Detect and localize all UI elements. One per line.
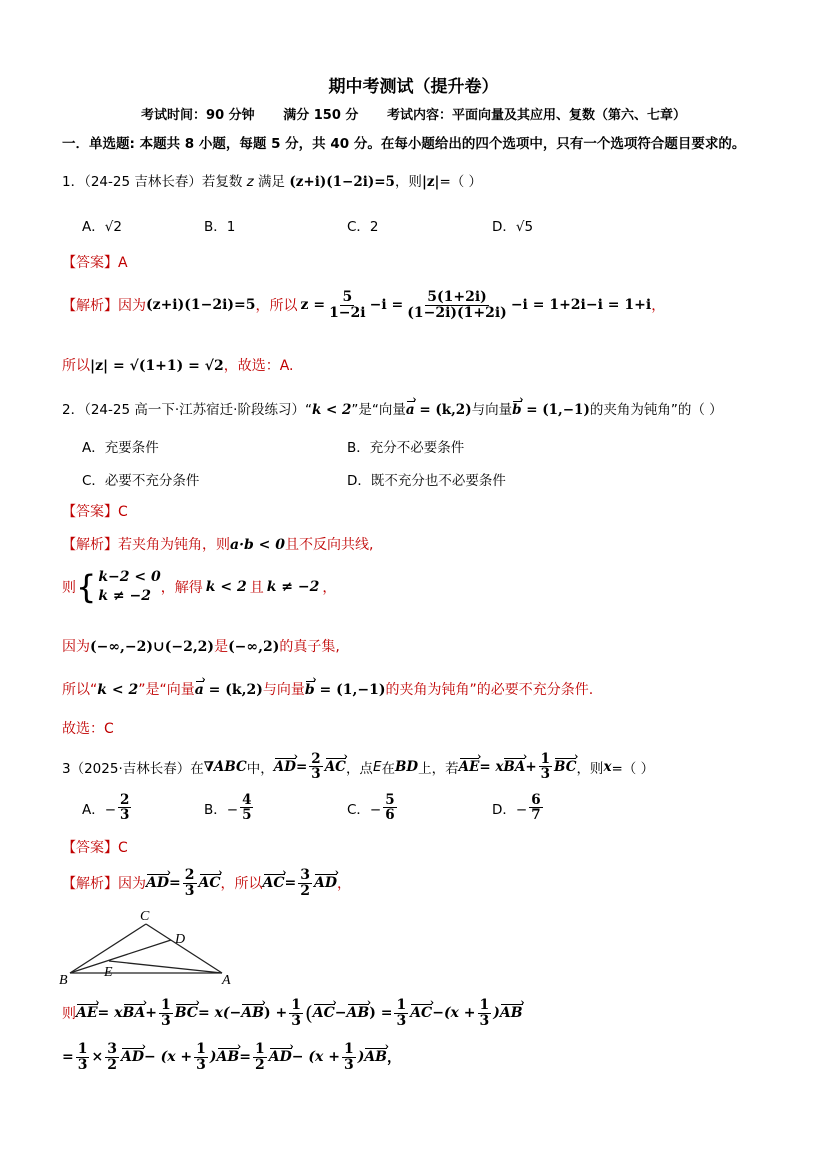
q3-mid4: 上，若: [418, 760, 459, 777]
q2-vector-a: a ›: [406, 402, 415, 418]
question-3: [62, 752, 654, 781]
d1-ba: BA ›: [123, 1005, 146, 1021]
q3-opt-d-den: 7: [531, 807, 541, 824]
d1-d: ) +: [263, 1005, 288, 1022]
q2-option-c: C．必要不充分条件: [82, 473, 200, 489]
d2-frac2: [105, 1042, 119, 1072]
q3-opt-b-frac: [240, 793, 253, 822]
q1-tail: ，则: [394, 174, 422, 190]
q3-a1-mid: ，所以: [220, 876, 263, 893]
d1-ae: AE ›: [76, 1005, 98, 1021]
q3-mid3: 在: [381, 760, 395, 777]
q1-analysis-eq2b: −i =: [369, 297, 404, 314]
q3-opt-d-label: D．−: [492, 801, 528, 818]
q1-var-z: z: [246, 174, 254, 190]
q2-a2-end: ，: [322, 579, 337, 596]
d2-frac4: [253, 1042, 267, 1072]
exam-score: 满分 150 分: [283, 108, 359, 123]
d2-start: =: [62, 1049, 74, 1066]
label-b: B: [59, 973, 68, 988]
q3-vector-bc: BC ›: [554, 759, 576, 775]
q3-a1-den: 3: [184, 882, 195, 899]
exam-time: 考试时间：90 分钟: [141, 108, 255, 123]
q3-opt-c-den: 6: [385, 807, 395, 824]
d1-ab2: AB ›: [347, 1005, 370, 1021]
q2-option-d: D．既不充分也不必要条件: [347, 473, 506, 489]
q2-a2-and: 且: [249, 579, 264, 596]
q1-line2-text: 所以: [62, 358, 90, 374]
q3-fraction-2: [539, 752, 552, 781]
q1-analysis-eq1: (z+i)(1−2i)=5: [146, 297, 256, 314]
q2-analysis-line2: [62, 568, 336, 606]
q3-opt-b-num: 4: [242, 792, 252, 808]
d1-ab: AB ›: [241, 1005, 264, 1021]
q3-option-d: [492, 793, 545, 822]
d2-frac3-den: 3: [196, 1056, 206, 1073]
q2-a2-mid: ，解得: [160, 579, 203, 596]
d2-frac5-den: 3: [343, 1056, 354, 1073]
q1-answer: 【答案】A: [62, 255, 128, 271]
d2-frac1: [76, 1042, 90, 1072]
q3-derivation-line2: [62, 1042, 401, 1072]
q2-a4-mid2: 与向量: [262, 682, 305, 698]
d2-ab: AB ›: [217, 1049, 240, 1065]
q1-option-b: B．1: [204, 219, 236, 235]
q3-opt-d-frac: [529, 793, 542, 822]
q2-system: [98, 568, 160, 606]
q3-a1-eq: =: [169, 875, 181, 892]
q3-a1-ad2: AD ›: [314, 875, 337, 891]
q3-x: x: [603, 758, 612, 775]
q3-prefix: 3（2025·吉林长春）在: [62, 760, 204, 777]
q3-mid1: 中，: [246, 760, 274, 777]
brace-symbol: {: [76, 567, 97, 606]
q3-plus: +: [525, 758, 537, 775]
q1-analysis-text-2: ，所以: [255, 298, 298, 315]
q2-a4-b-value: = (1,−1): [314, 682, 386, 698]
d1-h: −: [432, 1005, 444, 1022]
d2-frac4-den: 2: [254, 1056, 265, 1073]
q3-opt-a-label: A．−: [82, 801, 117, 818]
q2-sys2: k ≠ −2: [98, 587, 152, 604]
exam-info: [0, 104, 827, 123]
q3-eq1: =: [295, 758, 308, 775]
q3-opt-b-label: B．−: [204, 801, 239, 818]
q2-a3-start: 因为: [62, 639, 90, 655]
q1-analysis-eq2c: −i = 1+2i−i = 1+i: [510, 297, 652, 314]
q3-mid2: ，点: [345, 760, 373, 777]
q3-f2-den: 3: [540, 766, 551, 783]
d1-frac2: [289, 998, 303, 1028]
q3-mid5: ，则: [576, 760, 604, 777]
d2-ad: AD ›: [121, 1049, 144, 1065]
q2-a1-end: 且不反向共线,: [284, 537, 374, 553]
label-d: D: [175, 932, 186, 947]
d1-frac4-num: 1: [479, 997, 490, 1013]
q1-analysis-text-3: ，: [651, 298, 666, 315]
q3-a1-start: 因为: [118, 876, 146, 893]
q2-a3-end: 的真子集,: [279, 639, 340, 655]
d1-frac2-num: 1: [291, 997, 301, 1013]
q2-a2-start: 则: [62, 579, 76, 596]
q3-triangle: ∇ABC: [203, 758, 247, 775]
label-e: E: [104, 965, 113, 980]
q3-vector-ad: AD ›: [274, 759, 296, 775]
d1-f: −: [334, 1005, 347, 1022]
d1-bc: BC ›: [175, 1005, 198, 1021]
q2-a4-a-value: = (k,2): [203, 682, 263, 698]
q2-a4-start: 所以“: [62, 682, 98, 698]
q2-option-b: B．充分不必要条件: [347, 440, 465, 456]
q2-analysis-line5: 故选：C: [62, 721, 114, 737]
q1-abs: |z|: [421, 174, 440, 190]
q3-f-num: 2: [311, 751, 321, 767]
d1-frac4: [478, 998, 492, 1028]
q3-fraction-1: [309, 752, 322, 781]
q3-analysis-label: 【解析】: [62, 876, 118, 893]
q1-expression: (z+i)(1−2i)=5: [289, 174, 395, 190]
d1-e: (: [304, 1001, 313, 1026]
q2-a3-mid: 是: [214, 639, 229, 655]
d2-close2: ): [357, 1049, 365, 1066]
d1-frac3-den: 3: [396, 1012, 407, 1029]
q2-a4-end: 的夹角为钝角”的必要不充分条件.: [385, 682, 594, 698]
q2-a4-vector-a: a ›: [195, 682, 204, 698]
q3-vector-ae: AE ›: [459, 759, 480, 775]
q2-a4-vector-b: b ›: [305, 682, 315, 698]
q2-option-a: A．充要条件: [82, 440, 159, 456]
d1-ac: AC ›: [313, 1005, 335, 1021]
q3-vector-ba: BA ›: [503, 759, 525, 775]
q3-f-den: 3: [311, 766, 321, 783]
d2-eq: =: [239, 1049, 251, 1066]
q3-bd: BD: [394, 758, 419, 775]
q1-option-a: A．√2: [82, 219, 122, 235]
d1-b: +: [145, 1005, 157, 1022]
q3-eq2: = x: [479, 758, 504, 775]
d1-i: (x +: [443, 1005, 476, 1022]
q3-opt-a-num: 2: [120, 792, 130, 808]
d2-minus2: − (x +: [291, 1049, 340, 1066]
d1-ab3: AB ›: [500, 1005, 523, 1021]
q3-option-b: [204, 793, 255, 822]
q3-a1-eq2: =: [284, 875, 297, 892]
d2-frac2-den: 2: [107, 1056, 117, 1073]
q2-cond: k < 2: [311, 402, 352, 418]
q1-analysis-text-1: 因为: [118, 298, 146, 315]
d1-c: = x(−: [197, 1005, 242, 1022]
q1-fraction-1: [327, 290, 368, 320]
q2-a4-cond: k < 2: [97, 682, 139, 698]
q3-vector-ac: AC ›: [325, 759, 346, 775]
q2-a3-expr1: (−∞,−2)∪(−2,2): [90, 639, 215, 655]
q1-line2-end: ，故选：A.: [223, 358, 294, 374]
segment-bd: [70, 940, 171, 973]
q2-b-value: = (1,−1): [521, 402, 590, 418]
d1-a: = x: [97, 1005, 123, 1022]
d1-frac1-num: 1: [160, 997, 171, 1013]
q1-analysis-line2: [62, 355, 293, 375]
d2-frac1-num: 1: [77, 1041, 88, 1057]
q1-mid: 满足: [253, 174, 286, 190]
q3-f2-num: 1: [540, 751, 551, 767]
q3-opt-a-frac: [118, 793, 131, 822]
q2-a2-expr2: k ≠ −2: [266, 578, 320, 595]
q1-analysis-eq2a: z =: [300, 297, 326, 314]
q3-a1-num2: 3: [300, 867, 311, 883]
q1-f2-num: 5(1+2i): [427, 289, 487, 305]
q1-fraction-2: [405, 290, 509, 320]
q1-option-d: D．√5: [492, 219, 534, 235]
d2-minus: − (x +: [143, 1049, 193, 1066]
q3-opt-c-frac: [383, 793, 396, 822]
q3-option-a: [82, 793, 133, 822]
q3-a1-end: ，: [337, 876, 352, 893]
q1-analysis-line1: [62, 290, 665, 320]
q2-a4-mid1: ”是“向量: [138, 682, 195, 698]
q3-end: =（ ）: [611, 760, 655, 777]
q2-a-value: = (k,2): [414, 402, 472, 418]
page-title: 期中考测试（提升卷）: [328, 77, 499, 97]
exam-content: 考试内容：平面向量及其应用、复数（第六、七章）: [386, 108, 686, 123]
q2-vector-b: b ›: [512, 402, 521, 418]
q2-end: 的夹角为钝角”的（ ）: [589, 402, 723, 418]
q3-opt-c-num: 5: [385, 792, 395, 808]
q2-a1-expr: a·b < 0: [230, 537, 285, 553]
d2-frac3-num: 1: [196, 1041, 206, 1057]
q3-a1-frac: [183, 868, 197, 898]
d2-frac5-num: 1: [343, 1041, 354, 1057]
q3-a1-frac2: [298, 868, 312, 898]
label-a: A: [222, 973, 231, 988]
q3-a1-ad: AD ›: [146, 875, 169, 891]
q3-a1-ac: AC ›: [199, 875, 221, 891]
q2-analysis-line3: [62, 636, 340, 656]
d2-close: ): [209, 1049, 217, 1066]
q3-option-c: [347, 793, 399, 822]
d2-end: ，: [387, 1050, 402, 1067]
q2-analysis-line4: [62, 679, 593, 699]
d1-frac3: [394, 998, 408, 1028]
q3-a1-ac2: AC ›: [263, 875, 285, 891]
d1-ac2: AC ›: [410, 1005, 432, 1021]
d1-j: ): [493, 1005, 500, 1022]
section-heading: 一．单选题: 本题共 8 小题，每题 5 分，共 40 分。在每小题给出的四个选项中，只有一个选项符合题目要求的。: [62, 136, 746, 152]
q3-point-e: E: [372, 758, 382, 775]
d2-times: ×: [91, 1049, 104, 1066]
d2-frac4-num: 1: [254, 1041, 265, 1057]
q2-a2-expr1: k < 2: [205, 578, 247, 595]
d1-frac3-num: 1: [396, 997, 407, 1013]
d1-frac4-den: 3: [479, 1012, 490, 1029]
q3-opt-c-label: C．−: [347, 801, 382, 818]
d2-frac5: [342, 1042, 356, 1072]
q1-option-c: C．2: [347, 219, 379, 235]
q2-analysis-line1: [62, 534, 373, 554]
q3-opt-d-num: 6: [531, 792, 541, 808]
d2-frac2-num: 3: [107, 1041, 117, 1057]
d1-frac1: [159, 998, 173, 1028]
q1-prefix: 1．（24-25 吉林长春）若复数: [62, 174, 247, 190]
q2-analysis-label: 【解析】: [62, 537, 118, 553]
q2-mid2: 与向量: [471, 402, 513, 418]
d1-g: ) =: [369, 1005, 393, 1022]
q1-analysis-label: 【解析】: [62, 298, 118, 315]
triangle-figure: [56, 906, 246, 992]
q3-derivation-line1: [62, 998, 523, 1028]
q3-analysis-line1: [62, 868, 351, 898]
q2-a3-expr2: (−∞,2): [228, 639, 280, 655]
q3-answer: 【答案】C: [62, 840, 128, 856]
q3-a1-den2: 2: [300, 882, 311, 899]
q3-opt-b-den: 5: [242, 807, 252, 824]
q1-f1-num: 5: [342, 289, 353, 305]
d2-ab2: AB ›: [364, 1049, 387, 1065]
q1-end: =（ ）: [439, 174, 483, 190]
question-1: [62, 170, 482, 190]
d1-frac1-den: 3: [160, 1012, 171, 1029]
q1-f2-den: (1−2i)(1+2i): [407, 304, 507, 321]
label-c: C: [140, 909, 150, 924]
q2-prefix: 2．（24-25 高一下·江苏宿迁·阶段练习）“: [62, 402, 312, 418]
d1-frac2-den: 3: [291, 1012, 301, 1029]
question-2: [62, 398, 723, 418]
d2-ad2: AD ›: [269, 1049, 292, 1065]
q1-line2-eq: |z| = √(1+1) = √2: [90, 358, 224, 374]
q2-a1: 若夹角为钝角，则: [118, 537, 230, 553]
q3-then: 则: [62, 1006, 76, 1023]
q2-sys1: k−2 < 0: [98, 569, 161, 585]
d2-frac3: [194, 1042, 208, 1072]
q3-a1-num: 2: [184, 867, 195, 883]
q1-f1-den: 1−2i: [329, 304, 366, 321]
q2-mid1: ”是“向量: [351, 402, 406, 418]
q3-opt-a-den: 3: [120, 807, 130, 824]
q2-answer: 【答案】C: [62, 504, 128, 520]
d2-frac1-den: 3: [77, 1056, 88, 1073]
